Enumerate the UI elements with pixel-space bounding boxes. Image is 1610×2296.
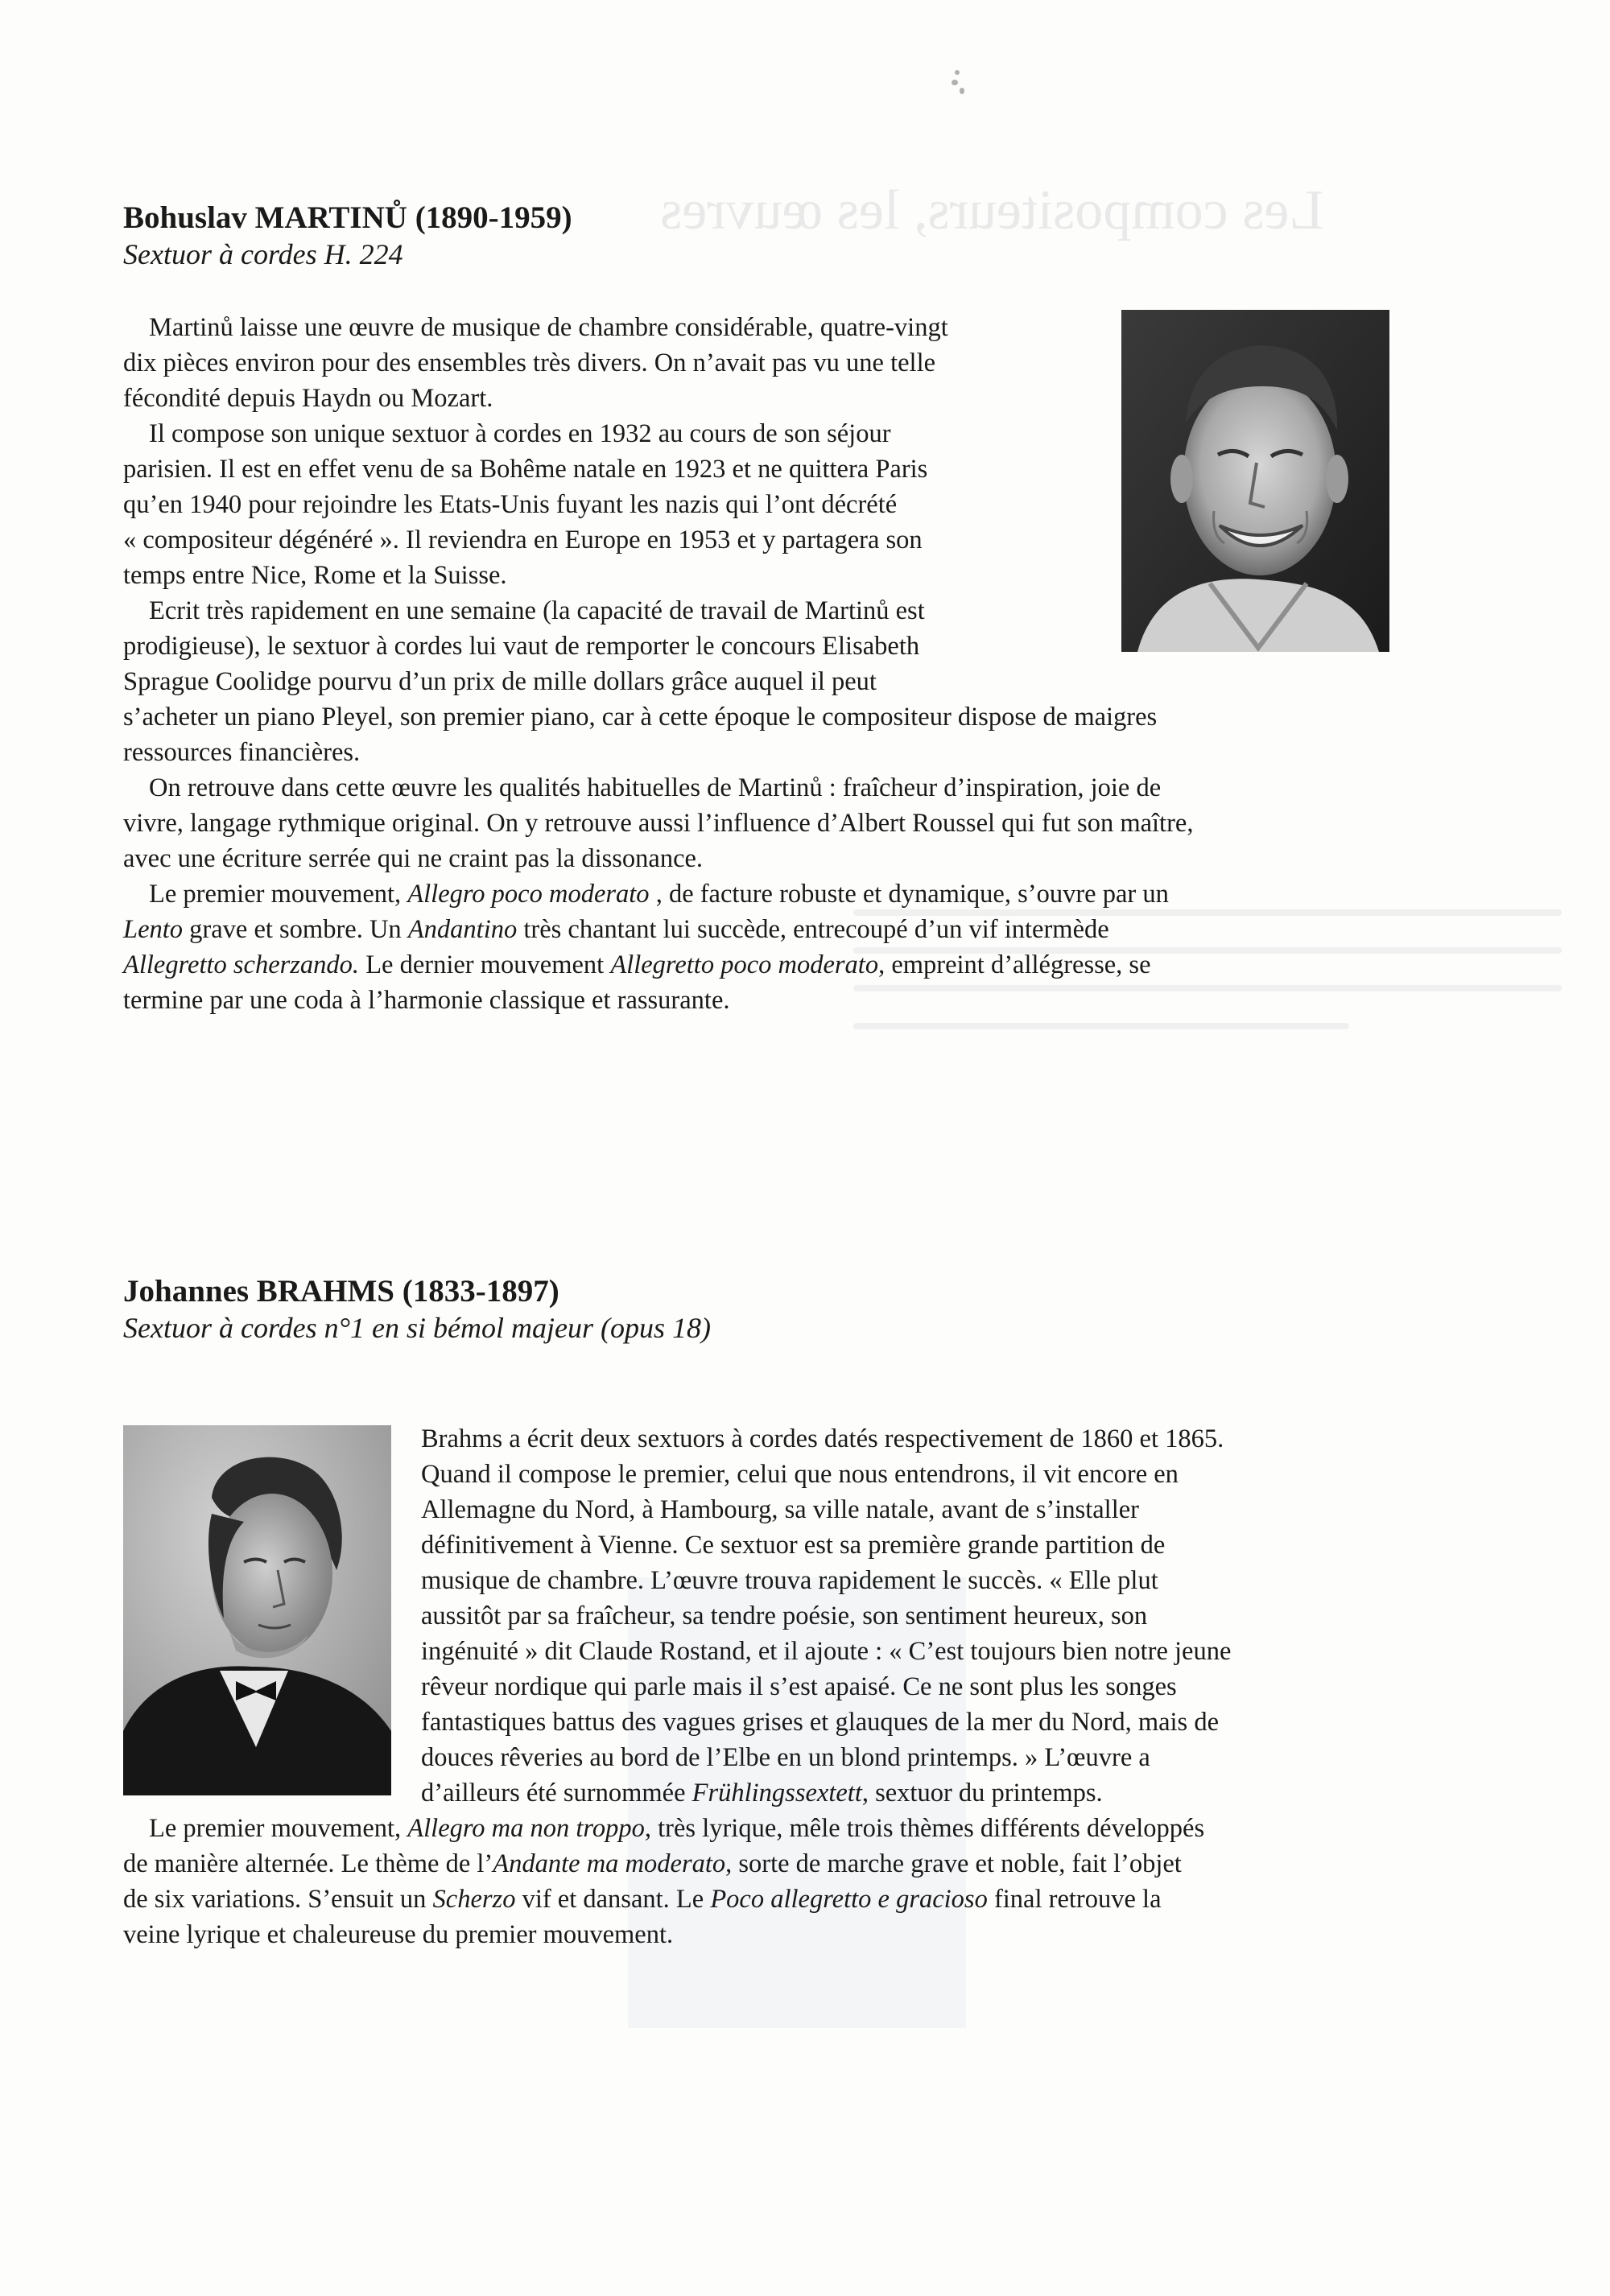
text-run: , sorte de marche grave et noble, fait l’objet xyxy=(725,1849,1182,1878)
tempo-marking: Allegretto scherzando. xyxy=(123,950,360,979)
text-run: vif et dansant. Le xyxy=(515,1885,711,1914)
martinu-title: Bohuslav MARTINŮ (1890-1959) xyxy=(123,200,572,235)
tempo-marking: Poco allegretto e gracioso xyxy=(710,1885,988,1914)
martinu-body xyxy=(123,310,1194,1018)
text-line: Brahms a écrit deux sextuors à cordes datés respectivement de 1860 et 1865. xyxy=(421,1424,1224,1453)
tempo-marking: Allegretto poco moderato xyxy=(610,950,879,979)
text-line: « compositeur dégénéré ». Il reviendra en Europe en 1953 et y partagera son xyxy=(123,526,923,554)
text-run: grave et sombre. Un xyxy=(183,915,408,944)
text-line: douces rêveries au bord de l’Elbe en un blond printemps. » L’œuvre a xyxy=(421,1743,1150,1772)
text-run: de manière alternée. Le thème de l’ xyxy=(123,1849,493,1878)
text-line: temps entre Nice, Rome et la Suisse. xyxy=(123,561,507,590)
text-line: Allemagne du Nord, à Hambourg, sa ville natale, avant de s’installer xyxy=(421,1495,1139,1524)
brahms-paragraph-2 xyxy=(123,1811,1403,1952)
martinu-portrait-photo xyxy=(1121,310,1389,652)
text-line: parisien. Il est en effet venu de sa Bohême natale en 1923 et ne quittera Paris xyxy=(123,455,928,484)
text-run: , de facture robuste et dynamique, s’ouvre par un xyxy=(649,880,1169,909)
bleed-through-heading: Les compositeurs, les œuvres xyxy=(660,179,1324,241)
brahms-subtitle: Sextuor à cordes n°1 en si bémol majeur (opus 18) xyxy=(123,1312,711,1344)
text-line: musique de chambre. L’œuvre trouva rapidement le succès. « Elle plut xyxy=(421,1566,1158,1595)
text-line: prodigieuse), le sextuor à cordes lui vaut de remporter le concours Elisabeth xyxy=(123,632,920,661)
text-line: vivre, langage rythmique original. On y retrouve aussi l’influence d’Albert Roussel qui fut son maître, xyxy=(123,809,1194,838)
text-line: avec une écriture serrée qui ne craint pas la dissonance. xyxy=(123,844,704,873)
text-line: définitivement à Vienne. Ce sextuor est sa première grande partition de xyxy=(421,1531,1166,1560)
martinu-subtitle: Sextuor à cordes H. 224 xyxy=(123,238,403,270)
text-line: qu’en 1940 pour rejoindre les Etats-Unis fuyant les nazis qui l’ont décrété xyxy=(123,490,898,519)
brahms-portrait-photo xyxy=(123,1425,391,1795)
text-line: ingénuité » dit Claude Rostand, et il ajoute : « C’est toujours bien notre jeune xyxy=(421,1637,1232,1666)
martinu-paragraph-4 xyxy=(123,770,1194,876)
tempo-marking: Allegro poco moderato xyxy=(407,880,650,909)
text-line: Sprague Coolidge pourvu d’un prix de mille dollars grâce auquel il peut xyxy=(123,667,877,696)
brahms-section xyxy=(123,1273,1459,1346)
text-run: très chantant lui succède, entrecoupé d’un vif intermède xyxy=(517,915,1109,944)
text-run: Le premier mouvement, xyxy=(149,880,408,909)
martinu-section xyxy=(123,200,1459,272)
tempo-marking: Lento xyxy=(123,915,184,944)
tempo-marking: Andantino xyxy=(407,915,518,944)
text-run: Le dernier mouvement xyxy=(359,950,611,979)
text-line: Ecrit très rapidement en une semaine (la capacité de travail de Martinů est xyxy=(149,596,925,625)
text-line: aussitôt par sa fraîcheur, sa tendre poésie, son sentiment heureux, son xyxy=(421,1601,1148,1630)
martinu-paragraph-1 xyxy=(123,310,1121,416)
nickname: Frühlingssextett xyxy=(691,1779,862,1808)
text-line: Martinů laisse une œuvre de musique de chambre considérable, quatre-vingt xyxy=(149,313,948,342)
text-run: final retrouve la xyxy=(987,1885,1162,1914)
martinu-paragraph-2 xyxy=(123,416,1121,593)
text-run: de six variations. S’ensuit un xyxy=(123,1885,433,1914)
tempo-marking: Scherzo xyxy=(432,1885,516,1914)
text-line: Quand il compose le premier, celui que nous entendrons, il vit encore en xyxy=(421,1460,1179,1489)
paper-speck xyxy=(950,68,968,99)
text-line: dix pièces environ pour des ensembles très divers. On n’avait pas vu une telle xyxy=(123,348,936,377)
text-line: Il compose son unique sextuor à cordes en 1932 au cours de son séjour xyxy=(149,419,891,448)
text-run: Le premier mouvement, xyxy=(149,1814,408,1843)
text-line: fantastiques battus des vagues grises et glauques de la mer du Nord, mais de xyxy=(421,1708,1219,1737)
text-line: ressources financières. xyxy=(123,738,361,767)
text-line: On retrouve dans cette œuvre les qualités habituelles de Martinů : fraîcheur d’inspiration, joie de xyxy=(149,773,1162,802)
text-run: termine par une coda à l’harmonie classique et rassurante. xyxy=(123,986,730,1015)
text-line: rêveur nordique qui parle mais il s’est apaisé. Ce ne sont plus les songes xyxy=(421,1672,1177,1701)
text-line: s’acheter un piano Pleyel, son premier piano, car à cette époque le compositeur dispose de maigres xyxy=(123,703,1158,732)
text-run: , très lyrique, mêle trois thèmes différents développés xyxy=(644,1814,1205,1843)
martinu-paragraph-5 xyxy=(123,876,1169,1018)
brahms-title: Johannes BRAHMS (1833-1897) xyxy=(123,1274,559,1309)
text-run: d’ailleurs été surnommée xyxy=(421,1779,692,1808)
text-run: , empreint d’allégresse, se xyxy=(878,950,1151,979)
text-run: veine lyrique et chaleureuse du premier mouvement. xyxy=(123,1920,674,1949)
tempo-marking: Andante ma moderato xyxy=(493,1849,726,1878)
tempo-marking: Allegro ma non troppo xyxy=(407,1814,645,1843)
text-run: , sextuor du printemps. xyxy=(861,1779,1103,1808)
text-line: fécondité depuis Haydn ou Mozart. xyxy=(123,384,493,413)
martinu-paragraph-3 xyxy=(123,593,1158,770)
